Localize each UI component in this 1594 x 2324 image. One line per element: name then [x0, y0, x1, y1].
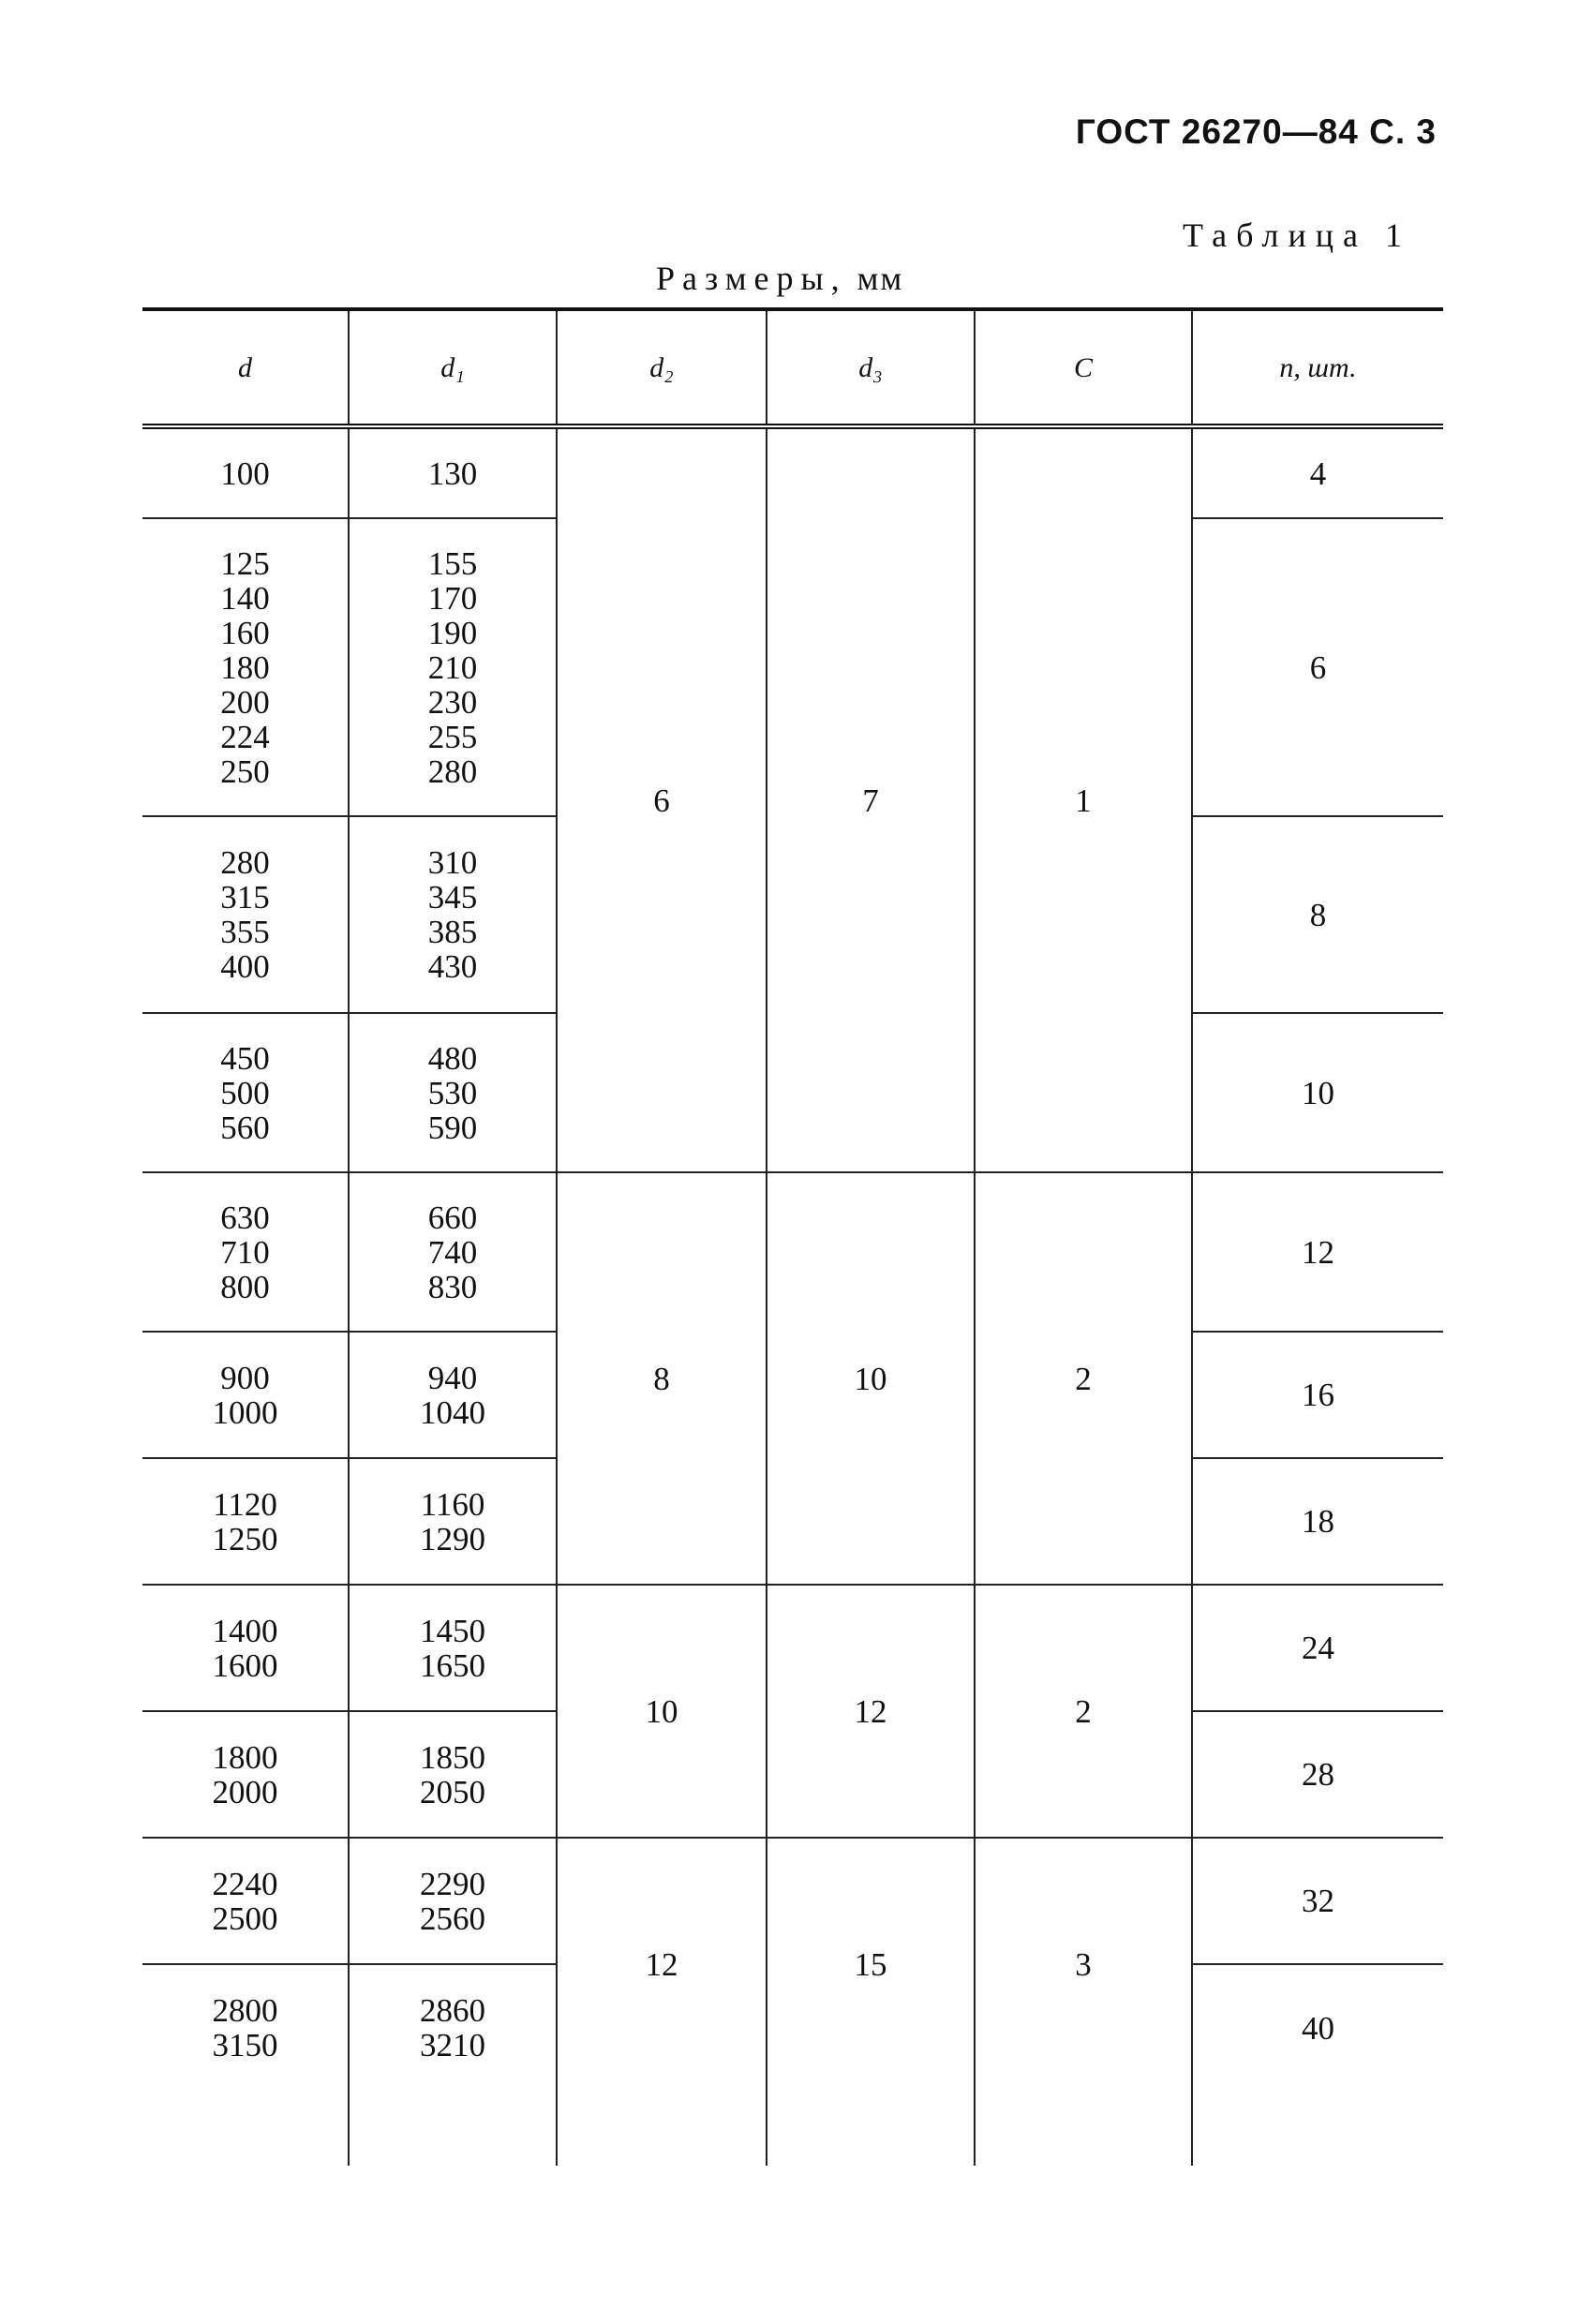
- cell-d1: 2860 3210: [349, 1964, 557, 2091]
- cell-c: 3: [975, 1838, 1192, 2091]
- page-header: ГОСТ 26270—84 С. 3: [1075, 112, 1437, 151]
- col-header-c: C: [975, 309, 1192, 426]
- cell-d3: 10: [767, 1172, 975, 1585]
- caption-unit: мм: [857, 260, 904, 297]
- cell-d: 900 1000: [142, 1332, 349, 1458]
- cell-d1: 310 345 385 430: [349, 816, 557, 1013]
- cell-d1: 1850 2050: [349, 1711, 557, 1838]
- cell-d1: 130: [349, 426, 557, 518]
- cell-d3: 7: [767, 426, 975, 1172]
- cell-d3: 15: [767, 1838, 975, 2091]
- cell-d2: 6: [557, 426, 767, 1172]
- cell-d: 630 710 800: [142, 1172, 349, 1332]
- cell-d2: 12: [557, 1838, 767, 2091]
- cell-d: 125 140 160 180 200 224 250: [142, 518, 349, 816]
- table-row: [142, 426, 1443, 518]
- col-header-d: d: [142, 309, 349, 426]
- cell-n: 16: [1192, 1332, 1443, 1458]
- cell-n: 40: [1192, 1964, 1443, 2091]
- cell-d: 100: [142, 426, 349, 518]
- cell-d: 280 315 355 400: [142, 816, 349, 1013]
- cell-d1: 660 740 830: [349, 1172, 557, 1332]
- cell-n: 28: [1192, 1711, 1443, 1838]
- cell-d1: 940 1040: [349, 1332, 557, 1458]
- table-row: [142, 1838, 1443, 1964]
- cell-n: 18: [1192, 1458, 1443, 1585]
- cell-n: 8: [1192, 816, 1443, 1013]
- cell-d: 1400 1600: [142, 1585, 349, 1711]
- col-header-n: n, шт.: [1192, 309, 1443, 426]
- table-row: [142, 1172, 1443, 1332]
- cell-d: 2800 3150: [142, 1964, 349, 2091]
- col-header-d2: d₂: [557, 309, 767, 426]
- cell-d3: 12: [767, 1585, 975, 1838]
- cell-d: 450 500 560: [142, 1013, 349, 1172]
- table-caption: [656, 259, 903, 298]
- cell-d1: 480 530 590: [349, 1013, 557, 1172]
- table-row: [142, 1585, 1443, 1711]
- cell-n: 12: [1192, 1172, 1443, 1332]
- table-label: Таблица 1: [1183, 216, 1411, 254]
- cell-d2: 10: [557, 1585, 767, 1838]
- cell-n: 24: [1192, 1585, 1443, 1711]
- cell-n: 10: [1192, 1013, 1443, 1172]
- cell-d1: 2290 2560: [349, 1838, 557, 1964]
- table-header-row: [142, 309, 1443, 426]
- cell-d1: 1450 1650: [349, 1585, 557, 1711]
- cell-d2: 8: [557, 1172, 767, 1585]
- cell-n: 32: [1192, 1838, 1443, 1964]
- cell-c: 1: [975, 426, 1192, 1172]
- table-filler-row: [142, 2091, 1443, 2166]
- caption-label: Размеры,: [656, 260, 847, 297]
- col-header-d1: d₁: [349, 309, 557, 426]
- cell-n: 6: [1192, 518, 1443, 816]
- cell-d: 2240 2500: [142, 1838, 349, 1964]
- cell-d1: 1160 1290: [349, 1458, 557, 1585]
- col-header-d3: d₃: [767, 309, 975, 426]
- dimensions-table: [142, 307, 1443, 2166]
- cell-n: 4: [1192, 426, 1443, 518]
- cell-d: 1120 1250: [142, 1458, 349, 1585]
- cell-d: 1800 2000: [142, 1711, 349, 1838]
- cell-c: 2: [975, 1172, 1192, 1585]
- cell-d1: 155 170 190 210 230 255 280: [349, 518, 557, 816]
- cell-c: 2: [975, 1585, 1192, 1838]
